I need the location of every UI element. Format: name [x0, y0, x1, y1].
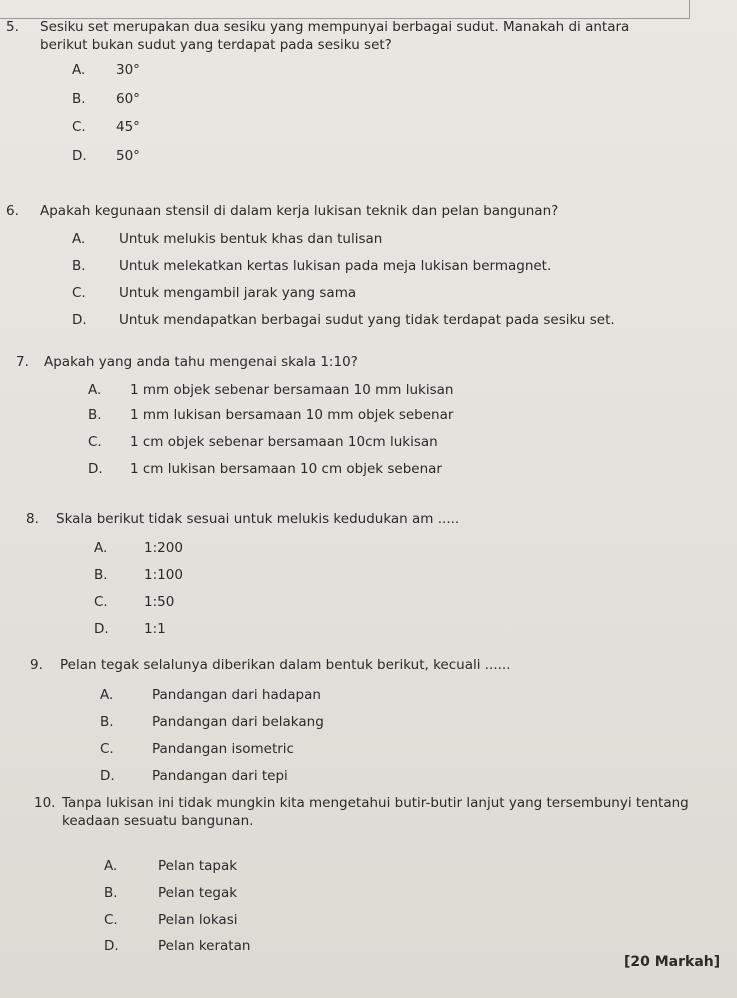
option-text: Untuk mengambil jarak yang sama — [119, 285, 357, 301]
option-text: Pelan tegak — [158, 885, 238, 901]
question-stem: Tanpa lukisan ini tidak mungkin kita mengetahui butir-butir lanjut yang tersembunyi tentang keadaan sesuatu bangunan. — [62, 795, 689, 829]
option-letter: C. — [104, 912, 118, 928]
option-letter: D. — [100, 768, 115, 784]
option-letter: A. — [72, 62, 86, 78]
question-stem: Sesiku set merupakan dua sesiku yang mempunyai berbagai sudut. Manakah di antara berikut bukan sudut yang terdapat pada sesiku set? — [40, 19, 630, 53]
option-letter: B. — [88, 407, 102, 423]
option-text: 1 cm objek sebenar bersamaan 10cm lukisan — [130, 434, 438, 450]
question-number: 9. — [30, 657, 43, 673]
option-text: Pandangan dari belakang — [152, 714, 324, 730]
option-letter: A. — [88, 382, 102, 398]
option-text: 1 cm lukisan bersamaan 10 cm objek sebenar — [130, 461, 442, 477]
table-border-top — [0, 0, 690, 19]
option-letter: B. — [100, 714, 114, 730]
question-number: 8. — [26, 511, 39, 527]
option-text: 1:200 — [144, 540, 183, 556]
option-text: Pandangan dari hadapan — [152, 687, 321, 703]
option-text: 30° — [116, 62, 140, 78]
total-marks: [20 Markah] — [624, 954, 721, 970]
question-stem: Apakah kegunaan stensil di dalam kerja lukisan teknik dan pelan bangunan? — [40, 203, 559, 219]
option-letter: D. — [72, 312, 87, 328]
option-letter: C. — [100, 741, 114, 757]
question-5 — [6, 18, 726, 58]
option-letter: A. — [100, 687, 114, 703]
option-letter: B. — [104, 885, 118, 901]
option-letter: D. — [72, 148, 87, 164]
option-letter: C. — [72, 119, 86, 135]
question-number: 6. — [6, 203, 19, 219]
option-text: 1 mm lukisan bersamaan 10 mm objek sebenar — [130, 407, 454, 423]
option-letter: B. — [72, 258, 86, 274]
question-6 — [6, 202, 726, 222]
option-text: Pelan tapak — [158, 858, 238, 874]
option-text: 60° — [116, 91, 140, 107]
question-stem: Pelan tegak selalunya diberikan dalam bentuk berikut, kecuali ...... — [60, 657, 511, 673]
question-8 — [26, 510, 716, 530]
option-text: Untuk melekatkan kertas lukisan pada meja lukisan bermagnet. — [119, 258, 552, 274]
question-10 — [34, 794, 734, 834]
option-text: Untuk melukis bentuk khas dan tulisan — [119, 231, 383, 247]
option-letter: C. — [72, 285, 86, 301]
option-text: 1:50 — [144, 594, 175, 610]
question-number: 7. — [16, 354, 29, 370]
option-text: Pandangan dari tepi — [152, 768, 288, 784]
question-stem: Skala berikut tidak sesuai untuk melukis kedudukan am ..... — [56, 511, 460, 527]
option-letter: B. — [72, 91, 86, 107]
question-number: 10. — [34, 795, 56, 811]
option-letter: A. — [104, 858, 118, 874]
option-text: 1 mm objek sebenar bersamaan 10 mm lukisan — [130, 382, 454, 398]
option-text: Pelan keratan — [158, 938, 251, 954]
question-number: 5. — [6, 19, 19, 35]
option-letter: D. — [94, 621, 109, 637]
option-text: 45° — [116, 119, 140, 135]
question-9 — [30, 656, 720, 676]
option-letter: A. — [72, 231, 86, 247]
option-text: 1:1 — [144, 621, 166, 637]
question-stem: Apakah yang anda tahu mengenai skala 1:10? — [44, 354, 358, 370]
option-letter: A. — [94, 540, 108, 556]
option-text: Pandangan isometric — [152, 741, 294, 757]
option-letter: D. — [104, 938, 119, 954]
option-text: 1:100 — [144, 567, 183, 583]
option-text: Pelan lokasi — [158, 912, 238, 928]
option-text: 50° — [116, 148, 140, 164]
question-7 — [16, 353, 716, 373]
option-letter: C. — [88, 434, 102, 450]
option-letter: B. — [94, 567, 108, 583]
option-letter: D. — [88, 461, 103, 477]
option-text: Untuk mendapatkan berbagai sudut yang tidak terdapat pada sesiku set. — [119, 312, 615, 328]
option-letter: C. — [94, 594, 108, 610]
